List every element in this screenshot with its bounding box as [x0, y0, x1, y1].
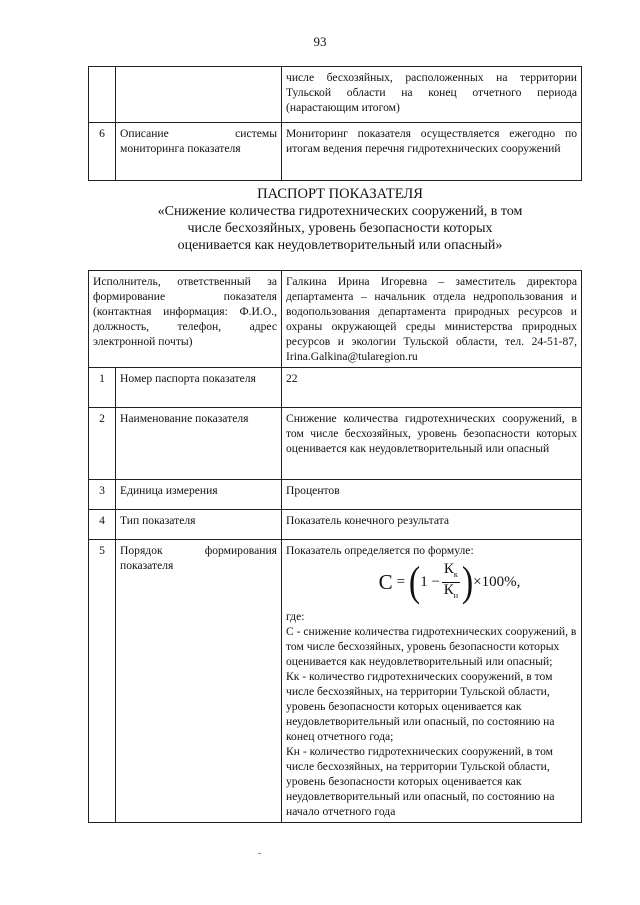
formula-fraction: [442, 562, 460, 603]
row-label: Тип показателя: [116, 510, 282, 540]
passport-title: [150, 186, 530, 254]
table-row: [89, 480, 582, 510]
row-number: 1: [89, 368, 116, 408]
left-paren-icon: (: [408, 558, 421, 605]
formula-one-minus: 1 −: [420, 574, 440, 590]
label-cell: [116, 67, 282, 123]
responsible-label: Исполнитель, ответственный за формирование показателя (контактная информация: Ф.И.О., должность, телефон, адрес электронной почты): [89, 271, 282, 368]
scan-mark: [258, 853, 261, 854]
row-label: Номер паспорта показателя: [116, 368, 282, 408]
row-value: Мониторинг показателя осуществляется ежегодно по итогам ведения перечня гидротехнических сооружений: [282, 123, 582, 181]
row-number: 3: [89, 480, 116, 510]
row-value: [282, 540, 582, 823]
num-cell: [89, 67, 116, 123]
table-row: [89, 510, 582, 540]
formula-eq: =: [396, 574, 406, 590]
formula-lhs: C: [378, 570, 393, 594]
row-number: 4: [89, 510, 116, 540]
row-label: Наименование показателя: [116, 408, 282, 480]
formula-intro: Показатель определяется по формуле:: [286, 544, 474, 557]
fraction-denominator: $К_н$: [443, 582, 458, 600]
row-label: Единица измерения: [116, 480, 282, 510]
row-value: Показатель конечного результата: [282, 510, 582, 540]
value-cell: числе бесхозяйных, расположенных на территории Тульской области на конец отчетного периода (нарастающим итогом): [282, 67, 582, 123]
row-number: 2: [89, 408, 116, 480]
where-label: где:: [286, 610, 305, 623]
row-value: 22: [282, 368, 582, 408]
passport-table: [88, 270, 582, 823]
formula-tail: ×100%,: [473, 574, 521, 590]
right-paren-icon: ): [461, 558, 474, 605]
row-label: Описание системы мониторинга показателя: [116, 123, 282, 181]
table-row: [89, 540, 582, 823]
passport-heading: ПАСПОРТ ПОКАЗАТЕЛЯ: [257, 186, 423, 202]
table-row: [89, 408, 582, 480]
page-number: 93: [313, 34, 327, 49]
fraction-numerator: $К_к$: [442, 562, 460, 583]
definition-kn: Кн - количество гидротехнических сооружений, в том числе бесхозяйных, на территории Тульской области, уровень безопасности которых оценивается как неудовлетворительный или опасный, по состоянию на начало отчетного года: [286, 745, 555, 818]
top-table: [88, 66, 582, 181]
formula: [322, 558, 577, 605]
passport-subtitle: «Снижение количества гидротехнических сооружений, в том числе бесхозяйных, уровень безопасности которых оценивается как неудовлетворительный или опасный»: [157, 204, 523, 253]
table-row: [89, 368, 582, 408]
definition-c: С - снижение количества гидротехнических сооружений, в том числе бесхозяйных, уровень безопасности которых оценивается как неудовлетворительный или опасный;: [286, 625, 577, 668]
table-row: [89, 67, 582, 123]
row-number: 6: [89, 123, 116, 181]
responsible-value: Галкина Ирина Игоревна – заместитель директора департамента – начальник отдела недропользования и водопользования департамента природных ресурсов и охраны окружающей среды министерства природных ресурсов и экологии Тульской области, тел. 24-51-87, Irina.Galkina@tularegion.ru: [282, 271, 582, 368]
row-number: 5: [89, 540, 116, 823]
row-value: Снижение количества гидротехнических сооружений, в том числе бесхозяйных, уровень безопасности которых оценивается как неудовлетворительный или опасный: [282, 408, 582, 480]
row-label: Порядок формирования показателя: [116, 540, 282, 823]
table-row: [89, 123, 582, 181]
definition-kk: Кк - количество гидротехнических сооружений, в том числе бесхозяйных, на территории Тульской области, уровень безопасности которых оценивается как неудовлетворительный или опасный, по состоянию на конец отчетного года;: [286, 670, 555, 743]
row-value: Процентов: [282, 480, 582, 510]
table-row: [89, 271, 582, 368]
